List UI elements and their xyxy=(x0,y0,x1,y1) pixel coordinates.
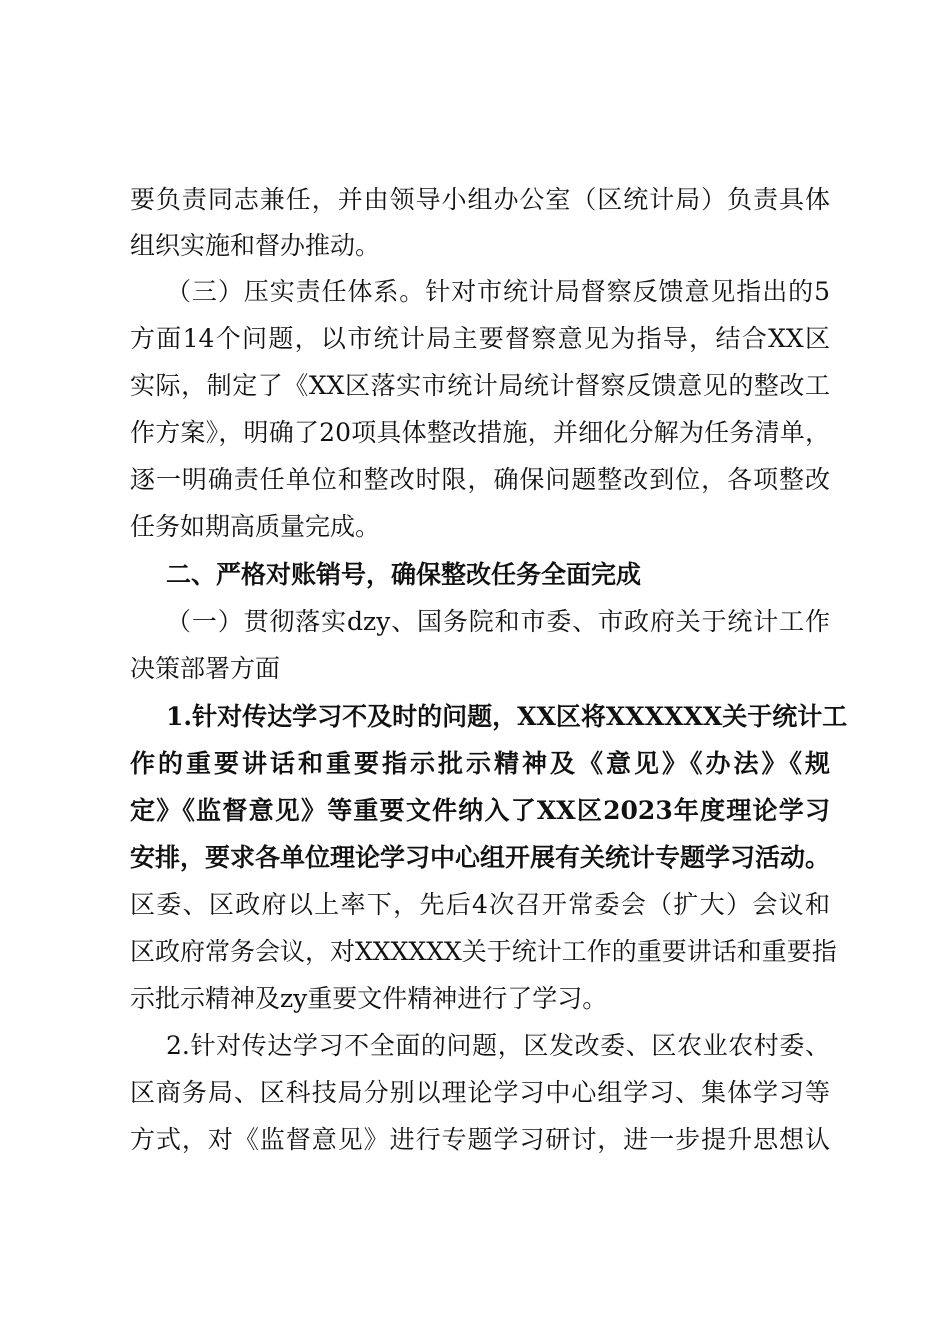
paragraph-line: 区政府常务会议，对XXXXXX关于统计工作的重要讲话和重要指 xyxy=(130,937,837,966)
paragraph-line: 方面14个问题，以市统计局主要督察意见为指导，结合XX区 xyxy=(130,324,830,353)
paragraph-line-bold: 作的重要讲话和重要指示批示精神及《意见》《办法》《规 xyxy=(130,749,830,778)
paragraph-line: 任务如期高质量完成。 xyxy=(130,512,381,541)
subsection-heading: （一）贯彻落实dzy、国务院和市委、市政府关于统计工作 xyxy=(166,607,830,636)
paragraph-line: 逐一明确责任单位和整改时限，确保问题整改到位，各项整改 xyxy=(130,465,830,494)
paragraph-line-bold: 定》《监督意见》等重要文件纳入了XX区2023年度理论学习 xyxy=(130,796,830,825)
paragraph-line: 区委、区政府以上率下，先后4次召开常委会（扩大）会议和 xyxy=(130,890,830,919)
paragraph-line: 组织实施和督办推动。 xyxy=(130,231,381,260)
paragraph-line: 区商务局、区科技局分别以理论学习中心组学习、集体学习等 xyxy=(130,1078,830,1107)
paragraph-line: 要负责同志兼任，并由领导小组办公室（区统计局）负责具体 xyxy=(130,185,830,214)
paragraph-line: 作方案》，明确了20项具体整改措施，并细化分解为任务清单， xyxy=(130,418,830,447)
paragraph-line-bold: 安排，要求各单位理论学习中心组开展有关统计专题学习活动。 xyxy=(130,843,831,872)
section-heading: 二、严格对账销号，确保整改任务全面完成 xyxy=(166,560,642,589)
paragraph-line-bold: 1.针对传达学习不及时的问题，XX区将XXXXXX关于统计工 xyxy=(166,702,848,731)
paragraph-line: （三）压实责任体系。针对市统计局督察反馈意见指出的5 xyxy=(166,277,830,306)
paragraph-line: 示批示精神及zy重要文件精神进行了学习。 xyxy=(130,984,608,1013)
subsection-heading: 决策部署方面 xyxy=(130,654,281,683)
paragraph-line: 实际，制定了《XX区落实市统计局统计督察反馈意见的整改工 xyxy=(130,371,830,400)
paragraph-line: 2.针对传达学习不全面的问题，区发改委、区农业农村委、 xyxy=(166,1031,830,1060)
paragraph-line: 方式，对《监督意见》进行专题学习研讨，进一步提升思想认 xyxy=(130,1125,830,1154)
